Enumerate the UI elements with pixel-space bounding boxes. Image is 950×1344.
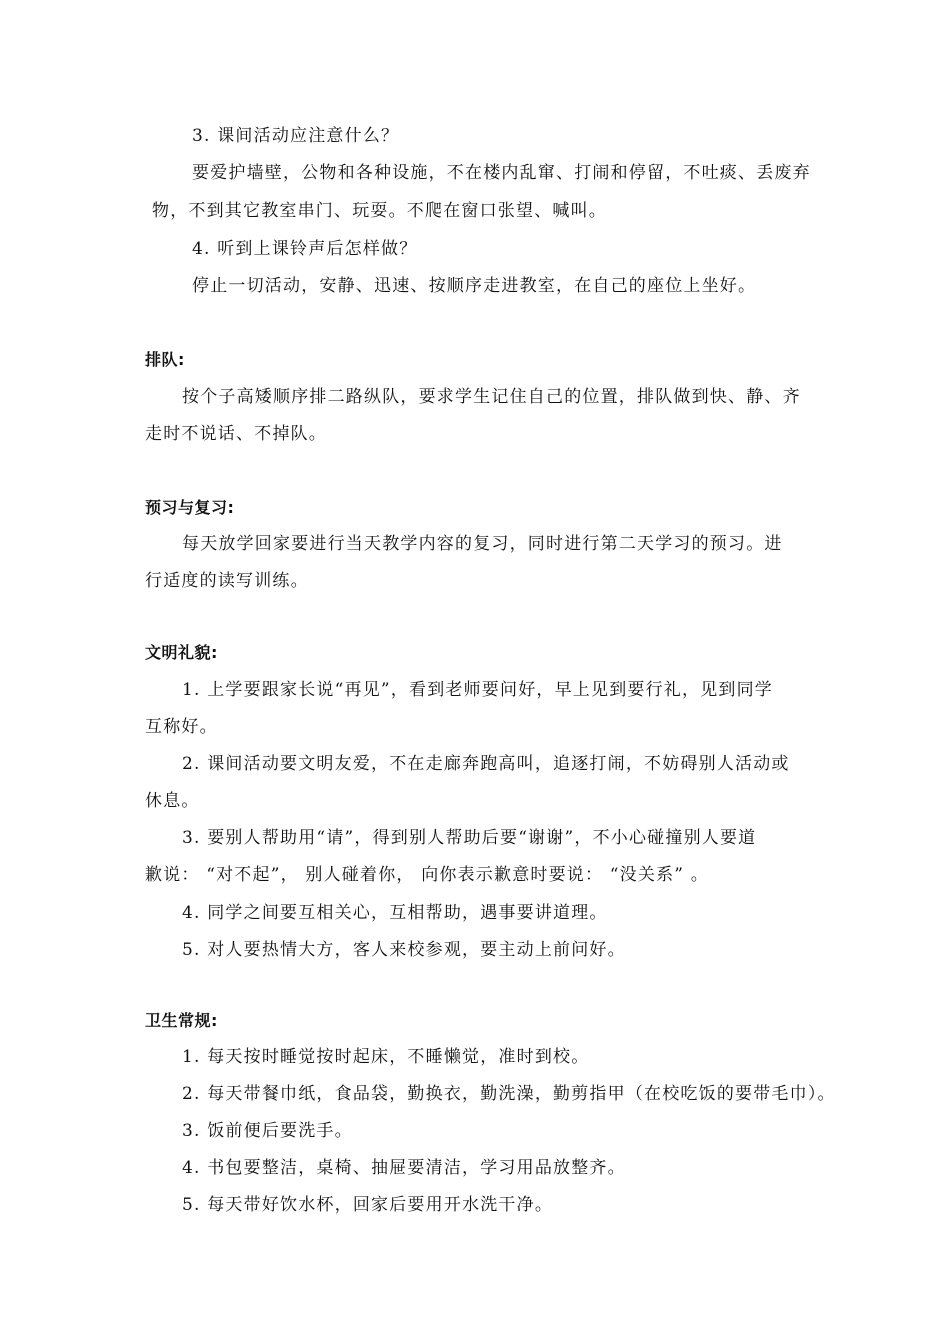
question-3-answer-line-1: 要爱护墙壁，公物和各种设施，不在楼内乱窜、打闹和停留，不吐痰、丢废弃 xyxy=(192,163,811,183)
hygiene-item-2: 2. 每天带餐巾纸，食品袋，勤换衣，勤洗澡，勤剪指甲（在校吃饭的要带毛巾）。 xyxy=(182,1084,836,1104)
manners-item-1-line-2: 互称好。 xyxy=(145,717,218,737)
question-4-title: 4. 听到上课铃声后怎样做？ xyxy=(192,239,418,259)
queue-text-line-1: 按个子高矮顺序排二路纵队，要求学生记住自己的位置，排队做到快、静、齐 xyxy=(182,387,801,407)
hygiene-item-5: 5. 每天带好饮水杯，回家后要用开水洗干净。 xyxy=(182,1195,554,1215)
manners-item-5: 5. 对人要热情大方，客人来校参观，要主动上前问好。 xyxy=(182,940,626,960)
question-4-answer: 停止一切活动，安静、迅速、按顺序走进教室，在自己的座位上坐好。 xyxy=(192,276,757,296)
manners-item-1-line-1: 1. 上学要跟家长说“再见”，看到老师要问好，早上见到要行礼，见到同学 xyxy=(182,680,774,700)
hygiene-item-1: 1. 每天按时睡觉按时起床，不睡懒觉，准时到校。 xyxy=(182,1047,590,1067)
manners-item-3-line-2: 歉说： “对不起”， 别人碰着你， 向你表示歉意时要说： “没关系” 。 xyxy=(145,865,709,885)
manners-item-2-line-2: 休息。 xyxy=(145,791,200,811)
review-text-line-2: 行适度的读写训练。 xyxy=(145,571,309,591)
queue-heading: 排队: xyxy=(145,350,185,369)
queue-text-line-2: 走时不说话、不掉队。 xyxy=(145,424,327,444)
review-text-line-1: 每天放学回家要进行当天教学内容的复习，同时进行第二天学习的预习。进 xyxy=(182,534,783,554)
manners-item-2-line-1: 2. 课间活动要文明友爱，不在走廊奔跑高叫，追逐打闹，不妨碍别人活动或 xyxy=(182,754,790,774)
question-3-answer-line-2: 物，不到其它教室串门、玩耍。不爬在窗口张望、喊叫。 xyxy=(152,201,607,221)
manners-heading: 文明礼貌: xyxy=(145,643,218,662)
manners-item-3-line-1: 3. 要别人帮助用“请”，得到别人帮助后要“谢谢”，不小心碰撞别人要道 xyxy=(182,828,757,848)
hygiene-item-4: 4. 书包要整洁，桌椅、抽屉要清洁，学习用品放整齐。 xyxy=(182,1158,626,1178)
question-3-title: 3. 课间活动应注意什么？ xyxy=(192,126,400,146)
review-heading: 预习与复习: xyxy=(145,498,235,517)
hygiene-item-3: 3. 饭前便后要洗手。 xyxy=(182,1121,353,1141)
hygiene-heading: 卫生常规: xyxy=(145,1011,218,1030)
manners-item-4: 4. 同学之间要互相关心，互相帮助，遇事要讲道理。 xyxy=(182,903,608,923)
